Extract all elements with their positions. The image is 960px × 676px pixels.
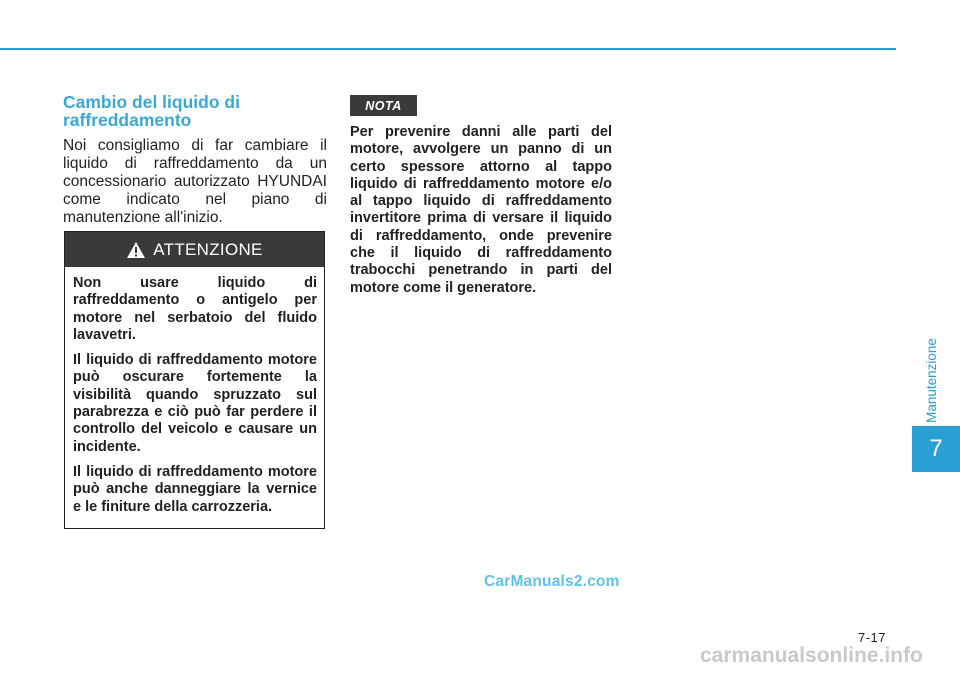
warning-paragraph: Il liquido di raffreddamento motore può anche danneggiare la vernice e le finiture della carrozzeria. [73, 463, 317, 515]
page-number: 7-17 [858, 630, 887, 645]
watermark: CarManuals2.com [484, 573, 620, 590]
warning-body [65, 267, 324, 516]
warning-triangle-icon [126, 241, 146, 259]
warning-paragraph: Non usare liquido di raffreddamento o antigelo per motore nel serbatoio del fluido lavavetri. [73, 275, 317, 343]
top-rule [0, 48, 896, 50]
warning-title: ATTENZIONE [153, 239, 263, 259]
section-title: Cambio del liquido di raffreddamento [63, 92, 240, 130]
chapter-label: Manutenzione [923, 337, 939, 423]
warning-box [64, 231, 325, 529]
note-badge: NOTA [350, 95, 417, 116]
chapter-tab: 7 [912, 426, 960, 472]
warning-paragraph: Il liquido di raffreddamento motore può oscurare fortemente la visibilità quando spruzzato sul parabrezza e ciò può far perdere il controllo del veicolo e causare un incidente. [73, 352, 317, 455]
intro-paragraph: Noi consigliamo di far cambiare il liquido di raffreddamento da un concessionario autorizzato HYUNDAI come indicato nel piano di manutenzione all'inizio. [63, 137, 327, 226]
chapter-side-label [919, 330, 943, 430]
warning-header [65, 232, 324, 267]
note-text: Per prevenire danni alle parti del motore, avvolgere un panno di un certo spessore attorno al tappo liquido di raffreddamento motore e/o al tappo liquido di raffreddamento invertitore prima di versare il liquido di raffreddamento, onde prevenire che il liquido di raffreddamento trabocchi penetrando in parti del motore come il generatore. [350, 124, 612, 296]
footer-watermark: carmanualsonline.info [700, 644, 923, 667]
